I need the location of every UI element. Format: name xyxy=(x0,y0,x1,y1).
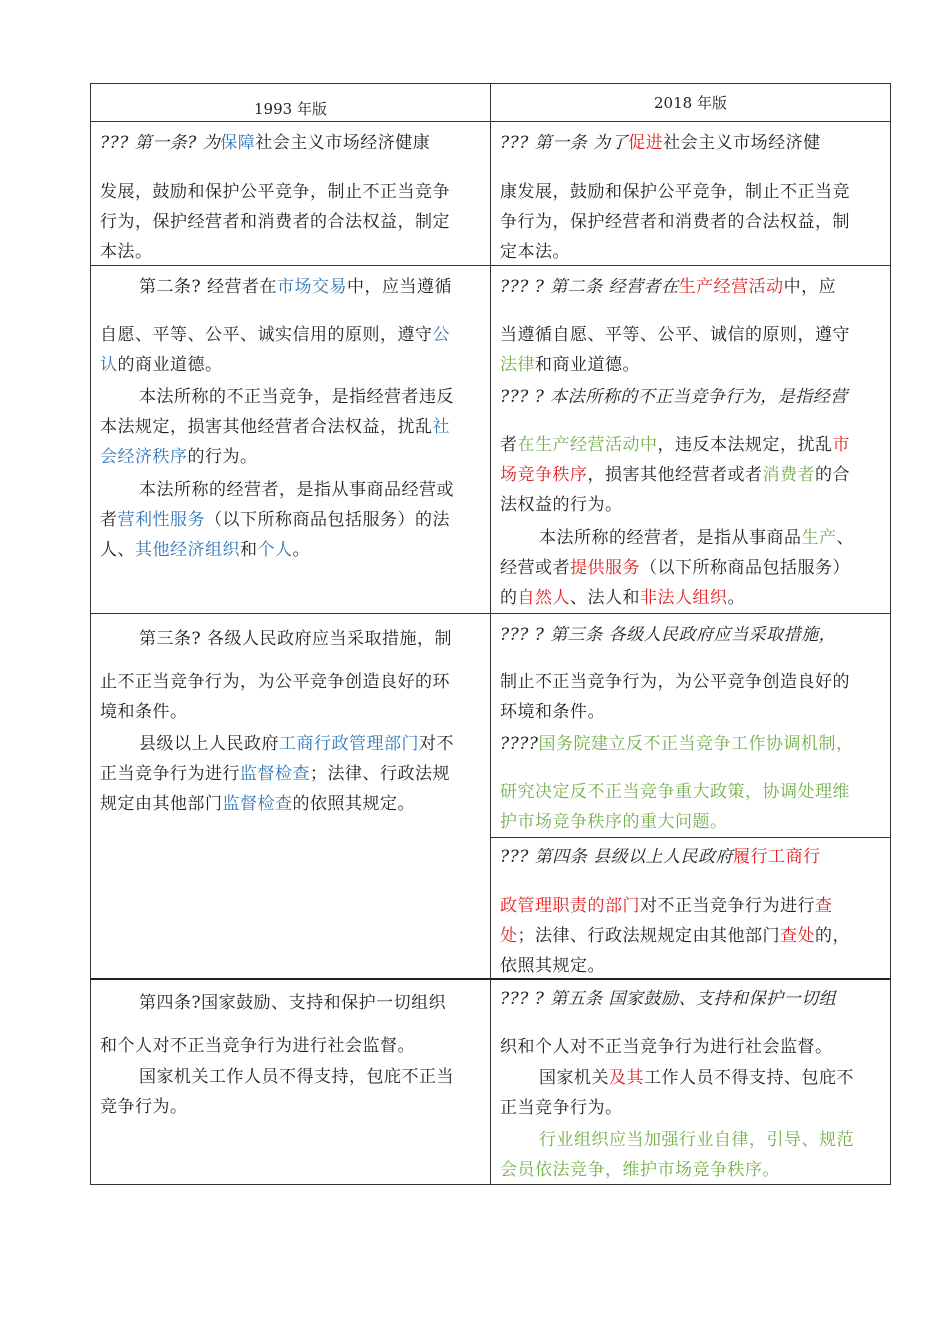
text-line: 竞争行为。 xyxy=(100,1097,188,1117)
article-2-2018 xyxy=(491,266,890,614)
text-line: 认的商业道德。 xyxy=(100,355,223,375)
text-line: 处；法律、行政法规规定由其他部门查处的， xyxy=(500,926,850,946)
text-line: 国家机关工作人员不得支持，包庇不正当 xyxy=(139,1067,454,1087)
article-4-2018 xyxy=(491,838,890,980)
column-2018 xyxy=(491,84,890,1184)
text-line: 第二条? 经营者在市场交易中，应当遵循 xyxy=(139,277,453,297)
text-line: 护市场竞争秩序的重大问题。 xyxy=(500,812,728,832)
text-line: 境和条件。 xyxy=(100,702,188,722)
text-line: 自愿、平等、公平、诚实信用的原则，遵守公 xyxy=(100,325,450,345)
text-line: 本法所称的不正当竞争，是指经营者违反 xyxy=(139,387,454,407)
text-line: 发展，鼓励和保护公平竞争，制止不正当竞争 xyxy=(100,182,450,202)
text-line: 法律和商业道德。 xyxy=(500,355,640,375)
text-line: 会经济秩序的行为。 xyxy=(100,447,258,467)
text-line: 制止不正当竞争行为，为公平竞争创造良好的 xyxy=(500,672,850,692)
text-line: 县级以上人民政府工商行政管理部门对不 xyxy=(139,734,454,754)
text-line: 者在生产经营活动中，违反本法规定，扰乱市 xyxy=(500,435,850,455)
text-line: 经营或者提供服务（以下所称商品包括服务） xyxy=(500,558,850,578)
text-line: ??? ? 本法所称的不正当竞争行为，是指经营 xyxy=(500,387,848,407)
article-3-2018 xyxy=(491,614,890,838)
article-1-1993 xyxy=(91,122,490,266)
article-2-1993 xyxy=(91,266,490,614)
header-1993-label: 1993 年版 xyxy=(254,100,327,118)
text-line: 国家机关及其工作人员不得支持、包庇不 xyxy=(539,1068,854,1088)
text-line: 会员依法竞争，维护市场竞争秩序。 xyxy=(500,1160,780,1180)
header-1993 xyxy=(91,84,490,122)
text-line: 环境和条件。 xyxy=(500,702,605,722)
text-line: 争行为，保护经营者和消费者的合法权益，制 xyxy=(500,212,850,232)
text-line: 场竞争秩序，损害其他经营者或者消费者的合 xyxy=(500,465,850,485)
text-line: 者营利性服务（以下所称商品包括服务）的法 xyxy=(100,510,450,530)
text-line: ??? ? 第二条 经营者在生产经营活动中，应 xyxy=(500,277,837,297)
text-line: 规定由其他部门监督检查的依照其规定。 xyxy=(100,794,415,814)
text-line: 定本法。 xyxy=(500,242,570,262)
text-line: 行业组织应当加强行业自律，引导、规范 xyxy=(539,1130,854,1150)
column-1993 xyxy=(91,84,491,1184)
text-line: ??? ? 第三条 各级人民政府应当采取措施， xyxy=(500,625,837,645)
header-2018 xyxy=(491,84,890,122)
text-line: 当遵循自愿、平等、公平、诚信的原则，遵守 xyxy=(500,325,850,345)
text-line: ??? 第四条 县级以上人民政府履行工商行 xyxy=(500,847,821,867)
text-line: ??? 第一条? 为保障社会主义市场经济健康 xyxy=(100,133,431,153)
text-line: 政管理职责的部门对不正当竞争行为进行查 xyxy=(500,896,833,916)
text-line: 人、其他经济组织和个人。 xyxy=(100,540,310,560)
text-line: ??? ? 第五条 国家鼓励、支持和保护一切组 xyxy=(500,989,837,1009)
text-line: 本法。 xyxy=(100,242,153,262)
text-line: 法权益的行为。 xyxy=(500,495,623,515)
text-line: 本法规定，损害其他经营者合法权益，扰乱社 xyxy=(100,417,450,437)
text-line: 本法所称的经营者，是指从事商品经营或 xyxy=(139,480,454,500)
text-line: 依照其规定。 xyxy=(500,956,605,976)
comparison-table xyxy=(90,83,891,1185)
text-line: 研究决定反不正当竞争重大政策，协调处理维 xyxy=(500,782,850,802)
text-line: 和个人对不正当竞争行为进行社会监督。 xyxy=(100,1036,415,1056)
text-line: 正当竞争行为。 xyxy=(500,1098,623,1118)
text-line: 本法所称的经营者，是指从事商品生产、 xyxy=(539,528,854,548)
text-line: 第四条?国家鼓励、支持和保护一切组织 xyxy=(139,993,447,1013)
article-3-1993 xyxy=(91,614,490,980)
text-line: 康发展，鼓励和保护公平竞争，制止不正当竞 xyxy=(500,182,850,202)
text-line: ????国务院建立反不正当竞争工作协调机制， xyxy=(500,734,854,754)
article-4-1993 xyxy=(91,980,490,1184)
header-2018-label: 2018 年版 xyxy=(654,94,727,112)
text-line: 行为，保护经营者和消费者的合法权益，制定 xyxy=(100,212,450,232)
article-5-2018 xyxy=(491,980,890,1184)
text-line: 第三条? 各级人民政府应当采取措施，制 xyxy=(139,629,453,649)
text-line: 正当竞争行为进行监督检查；法律、行政法规 xyxy=(100,764,450,784)
article-1-2018 xyxy=(491,122,890,266)
text-line: 的自然人、法人和非法人组织。 xyxy=(500,588,745,608)
text-line: ??? 第一条 为了促进社会主义市场经济健 xyxy=(500,133,821,153)
text-line: 止不正当竞争行为，为公平竞争创造良好的环 xyxy=(100,672,450,692)
text-line: 织和个人对不正当竞争行为进行社会监督。 xyxy=(500,1037,833,1057)
